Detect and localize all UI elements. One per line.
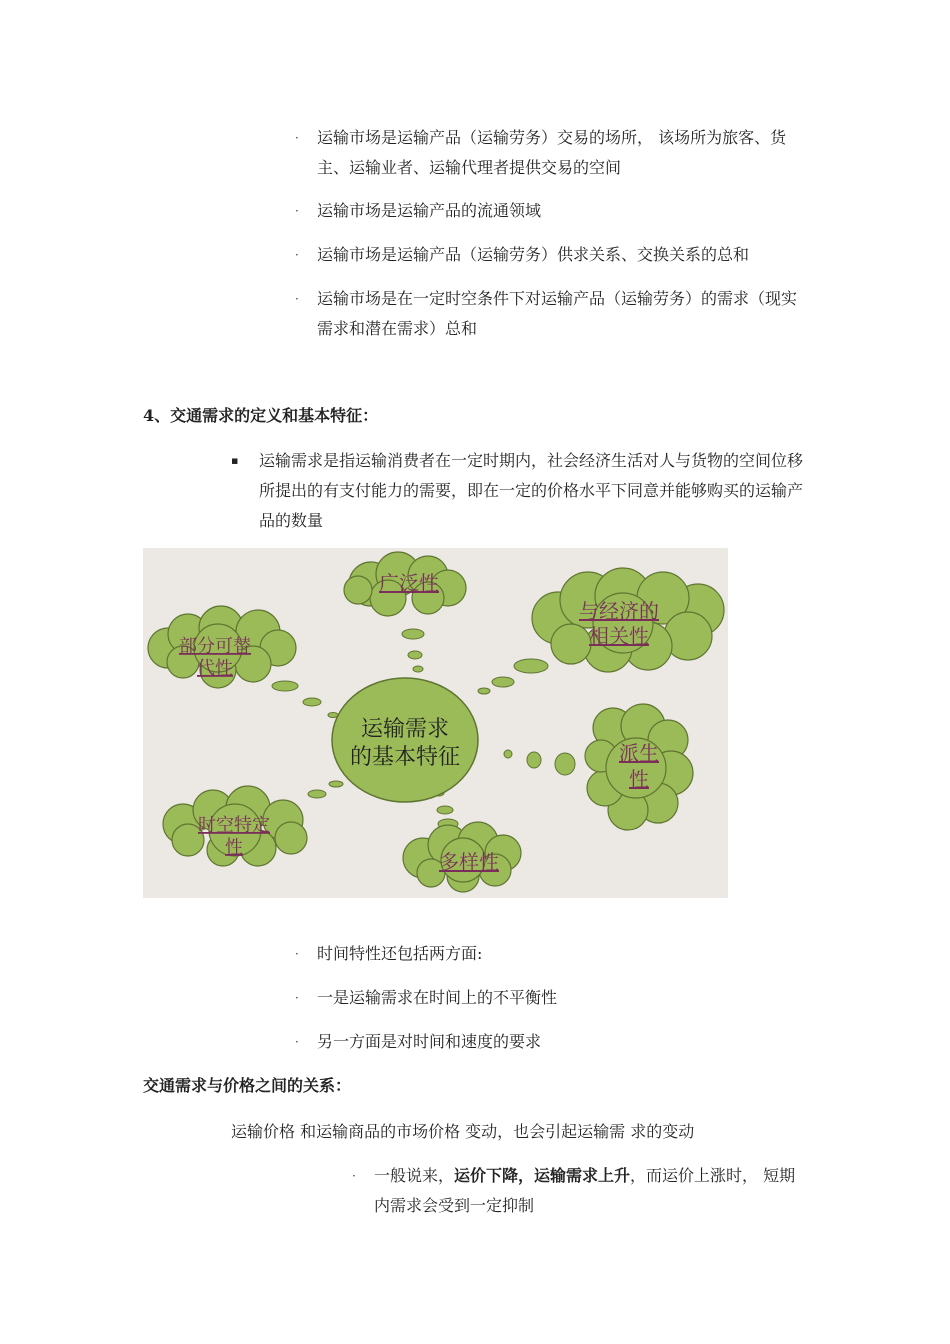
cloud-label-top: 广泛性 <box>379 571 439 595</box>
cloud-label-bottom: 多样性 <box>439 850 499 874</box>
time-bullet-text: 时间特性还包括两方面: <box>317 944 483 963</box>
bullet-dot: · <box>295 991 299 1005</box>
connector-bubble <box>272 681 298 691</box>
cloud-label-right-line2: 性 <box>629 767 649 791</box>
connector-bubble <box>437 806 453 814</box>
time-bullet-text: 另一方面是对时间和速度的要求 <box>317 1032 542 1051</box>
connector-bubble <box>408 651 422 659</box>
market-bullet-1 <box>295 123 807 183</box>
center-label-line2: 的基本特征 <box>349 745 461 770</box>
cloud-label-right-line1: 派生 <box>619 741 659 765</box>
connector-bubble <box>413 666 423 672</box>
bullet-dot: · <box>295 947 299 961</box>
demand-characteristics-diagram <box>143 548 728 898</box>
bullet-dot: · <box>295 131 299 145</box>
connector-bubble <box>514 659 548 673</box>
market-bullet-text: 运输市场是运输产品的流通领域 <box>317 201 542 220</box>
market-bullet-text: 运输市场是运输产品（运输劳务）交易的场所， 该场所为旅客、货主、运输业者、运输代理者提供交易的空间 <box>317 128 787 177</box>
bullet-dot: · <box>295 248 299 262</box>
connector-bubble <box>402 629 424 639</box>
time-bullet-1 <box>295 939 807 969</box>
connector-bubble <box>478 688 490 694</box>
section4-heading: 4、交通需求的定义和基本特征： <box>143 406 379 425</box>
bullet-dot: · <box>352 1169 356 1183</box>
market-bullet-text: 运输市场是在一定时空条件下对运输产品（运输劳务）的需求（现实需求和潜在需求）总和 <box>317 289 798 338</box>
price-general-suffix: ，而运价上涨时， 短期内需求会受到一定抑制 <box>374 1166 796 1215</box>
time-bullet-2 <box>295 983 807 1013</box>
connector-bubble <box>504 750 512 758</box>
connector-bubble <box>308 790 326 798</box>
market-bullet-4 <box>295 284 807 344</box>
bullet-dot: · <box>295 204 299 218</box>
square-bullet: ▪ <box>231 454 239 467</box>
bullet-dot: · <box>295 1035 299 1049</box>
cloud-label-bottomleft-line2: 性 <box>225 837 243 858</box>
connector-bubble <box>527 752 541 768</box>
market-bullet-2 <box>295 196 807 226</box>
connector-bubble <box>329 781 343 787</box>
connector-bubble <box>492 677 514 687</box>
time-bullet-3 <box>295 1027 807 1057</box>
cloud-label-bottomleft-line1: 时空特定 <box>198 815 270 836</box>
price-general-text <box>374 1161 807 1221</box>
cloud-label-left-line2: 代性 <box>197 658 233 679</box>
bullet-dot: · <box>295 292 299 306</box>
cloud-label-left-line1: 部分可替 <box>179 636 251 657</box>
cloud-label-topright-line2: 相关性 <box>589 624 649 648</box>
connector-bubble <box>303 698 321 706</box>
market-bullet-3 <box>295 240 807 270</box>
market-bullet-text: 运输市场是运输产品（运输劳务）供求关系、交换关系的总和 <box>317 245 750 264</box>
connector-bubble <box>555 753 575 775</box>
price-section-sentence: 运输价格 和运输商品的市场价格 变动，也会引起运输需 求的变动 <box>231 1122 695 1141</box>
price-general-prefix: 一般说来， <box>374 1166 455 1185</box>
time-bullet-text: 一是运输需求在时间上的不平衡性 <box>317 988 558 1007</box>
definition-bullet <box>231 446 807 536</box>
cloud-label-topright-line1: 与经济的 <box>579 599 659 623</box>
price-general-bullet <box>352 1161 807 1221</box>
price-section-heading: 交通需求与价格之间的关系： <box>143 1076 352 1095</box>
center-label-line1: 运输需求 <box>360 717 450 742</box>
definition-text: 运输需求是指运输消费者在一定时期内，社会经济生活对人与货物的空间位移所提出的有支付能力的需要，即在一定的价格水平下同意并能够购买的运输产品的数量 <box>259 451 804 530</box>
price-general-bold: 运价下降，运输需求上升 <box>454 1166 631 1185</box>
